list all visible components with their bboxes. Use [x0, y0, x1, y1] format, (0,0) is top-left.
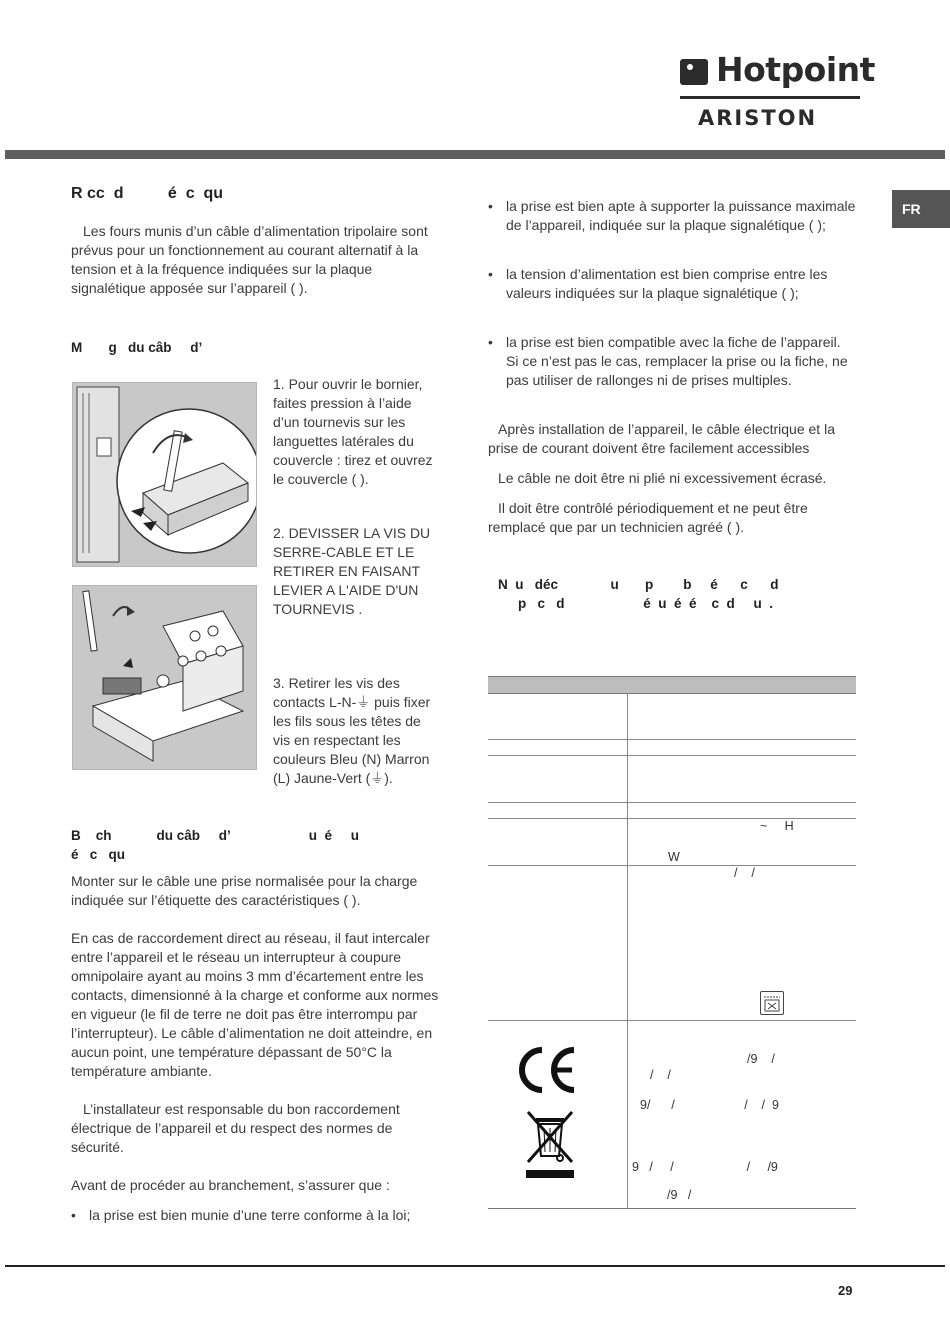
warning-line-2: p c d é u é é c d u .: [518, 596, 774, 611]
logo-divider: [680, 96, 860, 99]
header-rule: [5, 150, 945, 159]
table-cell: / /: [734, 866, 755, 880]
table-cell: /9 /: [667, 1188, 692, 1202]
bullet-power: • la prise est bien apte à supporter la puissance maximale de l’appareil, indiquée sur la plaque signalétique ( );: [488, 197, 856, 235]
table-row-rule: [488, 802, 856, 803]
table-row-rule: [488, 1020, 856, 1021]
terminal-box-figure: [72, 382, 257, 567]
table-cell: 9/ / / / 9: [640, 1098, 779, 1112]
inspection-paragraph: Il doit être contrôlé périodiquement et ne peut être remplacé que par un technicien agréé ( ).: [488, 500, 808, 535]
installer-paragraph: L’installateur est responsable du bon raccordement électrique de l’appareil et du respect des normes de sécurité.: [71, 1101, 400, 1155]
table-cell: / /: [650, 1068, 671, 1082]
brand-logo: [680, 50, 875, 131]
logo-mark-icon: [680, 59, 708, 85]
spec-table: [488, 676, 856, 1209]
branching-heading: B ch du câb d’ u é u é c qu: [71, 828, 360, 862]
table-divider: [627, 693, 628, 1208]
page-number: 29: [838, 1283, 853, 1298]
brand-sub: ARISTON: [698, 106, 818, 130]
table-cell: W: [668, 850, 680, 864]
branching-paragraph-1: Monter sur le câble une prise normalisée pour la charge indiquée sur l’étiquette des caractéristiques ( ).: [71, 873, 418, 908]
bullet-voltage: • la tension d’alimentation est bien comprise entre les valeurs indiquées sur la plaque signalétique ( );: [488, 265, 856, 303]
table-cell: ~ H: [760, 819, 794, 833]
before-paragraph: Avant de procéder au branchement, s’assurer que :: [71, 1177, 390, 1193]
warning-line-1: N u déc u p b é c d: [498, 577, 779, 592]
bullet-earth: • la prise est bien munie d’une terre conforme à la loi;: [71, 1206, 441, 1225]
ce-mark-icon: [512, 1044, 578, 1096]
table-row-rule: [488, 865, 856, 866]
terminal-box-illustration: [73, 383, 256, 566]
table-header: [488, 676, 856, 694]
cable-paragraph: Le câble ne doit être ni plié ni excessivement écrasé.: [498, 470, 827, 486]
section-title: R cc d é c qu: [71, 185, 224, 202]
footer-rule: [5, 1265, 945, 1267]
step-1: 1. Pour ouvrir le bornier, faites pression à l’aide d’un tournevis sur les languettes latérales du couvercle : tirez et ouvrez le couvercle ( ).: [273, 376, 433, 487]
screw-terminal-illustration: [73, 586, 256, 769]
step-2: 2. DEVISSER LA VIS DU SERRE-CABLE ET LE RETIRER EN FAISANT LEVIER A L'AIDE D'UN TOURNEVIS .: [273, 525, 431, 617]
step-3: 3. Retirer les vis des contacts L-N-⏚ puis fixer les fils sous les têtes de vis en respectant les couleurs Bleu (N) Marron (L) Jaune-Vert (⏚).: [273, 675, 431, 786]
table-cell: 9 / / / /9: [632, 1160, 778, 1174]
oven-icon: [760, 991, 784, 1015]
table-row-rule: [488, 739, 856, 740]
accessibility-paragraph: Après installation de l’appareil, le câble électrique et la prise de courant doivent être facilement accessibles: [488, 421, 835, 456]
table-row-rule: [488, 755, 856, 756]
branching-paragraph-2: En cas de raccordement direct au réseau, il faut intercaler entre l’appareil et le réseau un interrupteur à coupure omnipolaire ayant au moins 3 mm d’écartement entre les contacts, dimensionné à la charge et conforme aux normes en vigueur (le fil de terre ne doit pas être interrompu par l’interrupteur). Le câble d’alimentation ne doit atteindre, en aucun point, une température dépassant de 50°C la température ambiante.: [71, 930, 439, 1079]
table-cell: /9 /: [747, 1052, 775, 1066]
language-tab: FR: [892, 190, 950, 228]
screw-terminal-figure: [72, 585, 257, 770]
bullet-plug: • la prise est bien compatible avec la fiche de l’appareil. Si ce n’est pas le cas, remplacer la prise ou la fiche, ne pas utiliser de rallonges ni de prises multiples.: [488, 333, 856, 390]
table-row-rule: [488, 818, 856, 819]
intro-paragraph: Les fours munis d’un câble d’alimentation tripolaire sont prévus pour un fonctionnement au courant alternatif à la tension et à la fréquence indiquées sur la plaque signalétique apposée sur l’appareil ( ).: [71, 223, 428, 296]
brand-name: Hotpoint: [716, 50, 875, 89]
weee-bin-icon: [522, 1108, 578, 1182]
mounting-heading: M g du câb d’: [71, 340, 203, 355]
